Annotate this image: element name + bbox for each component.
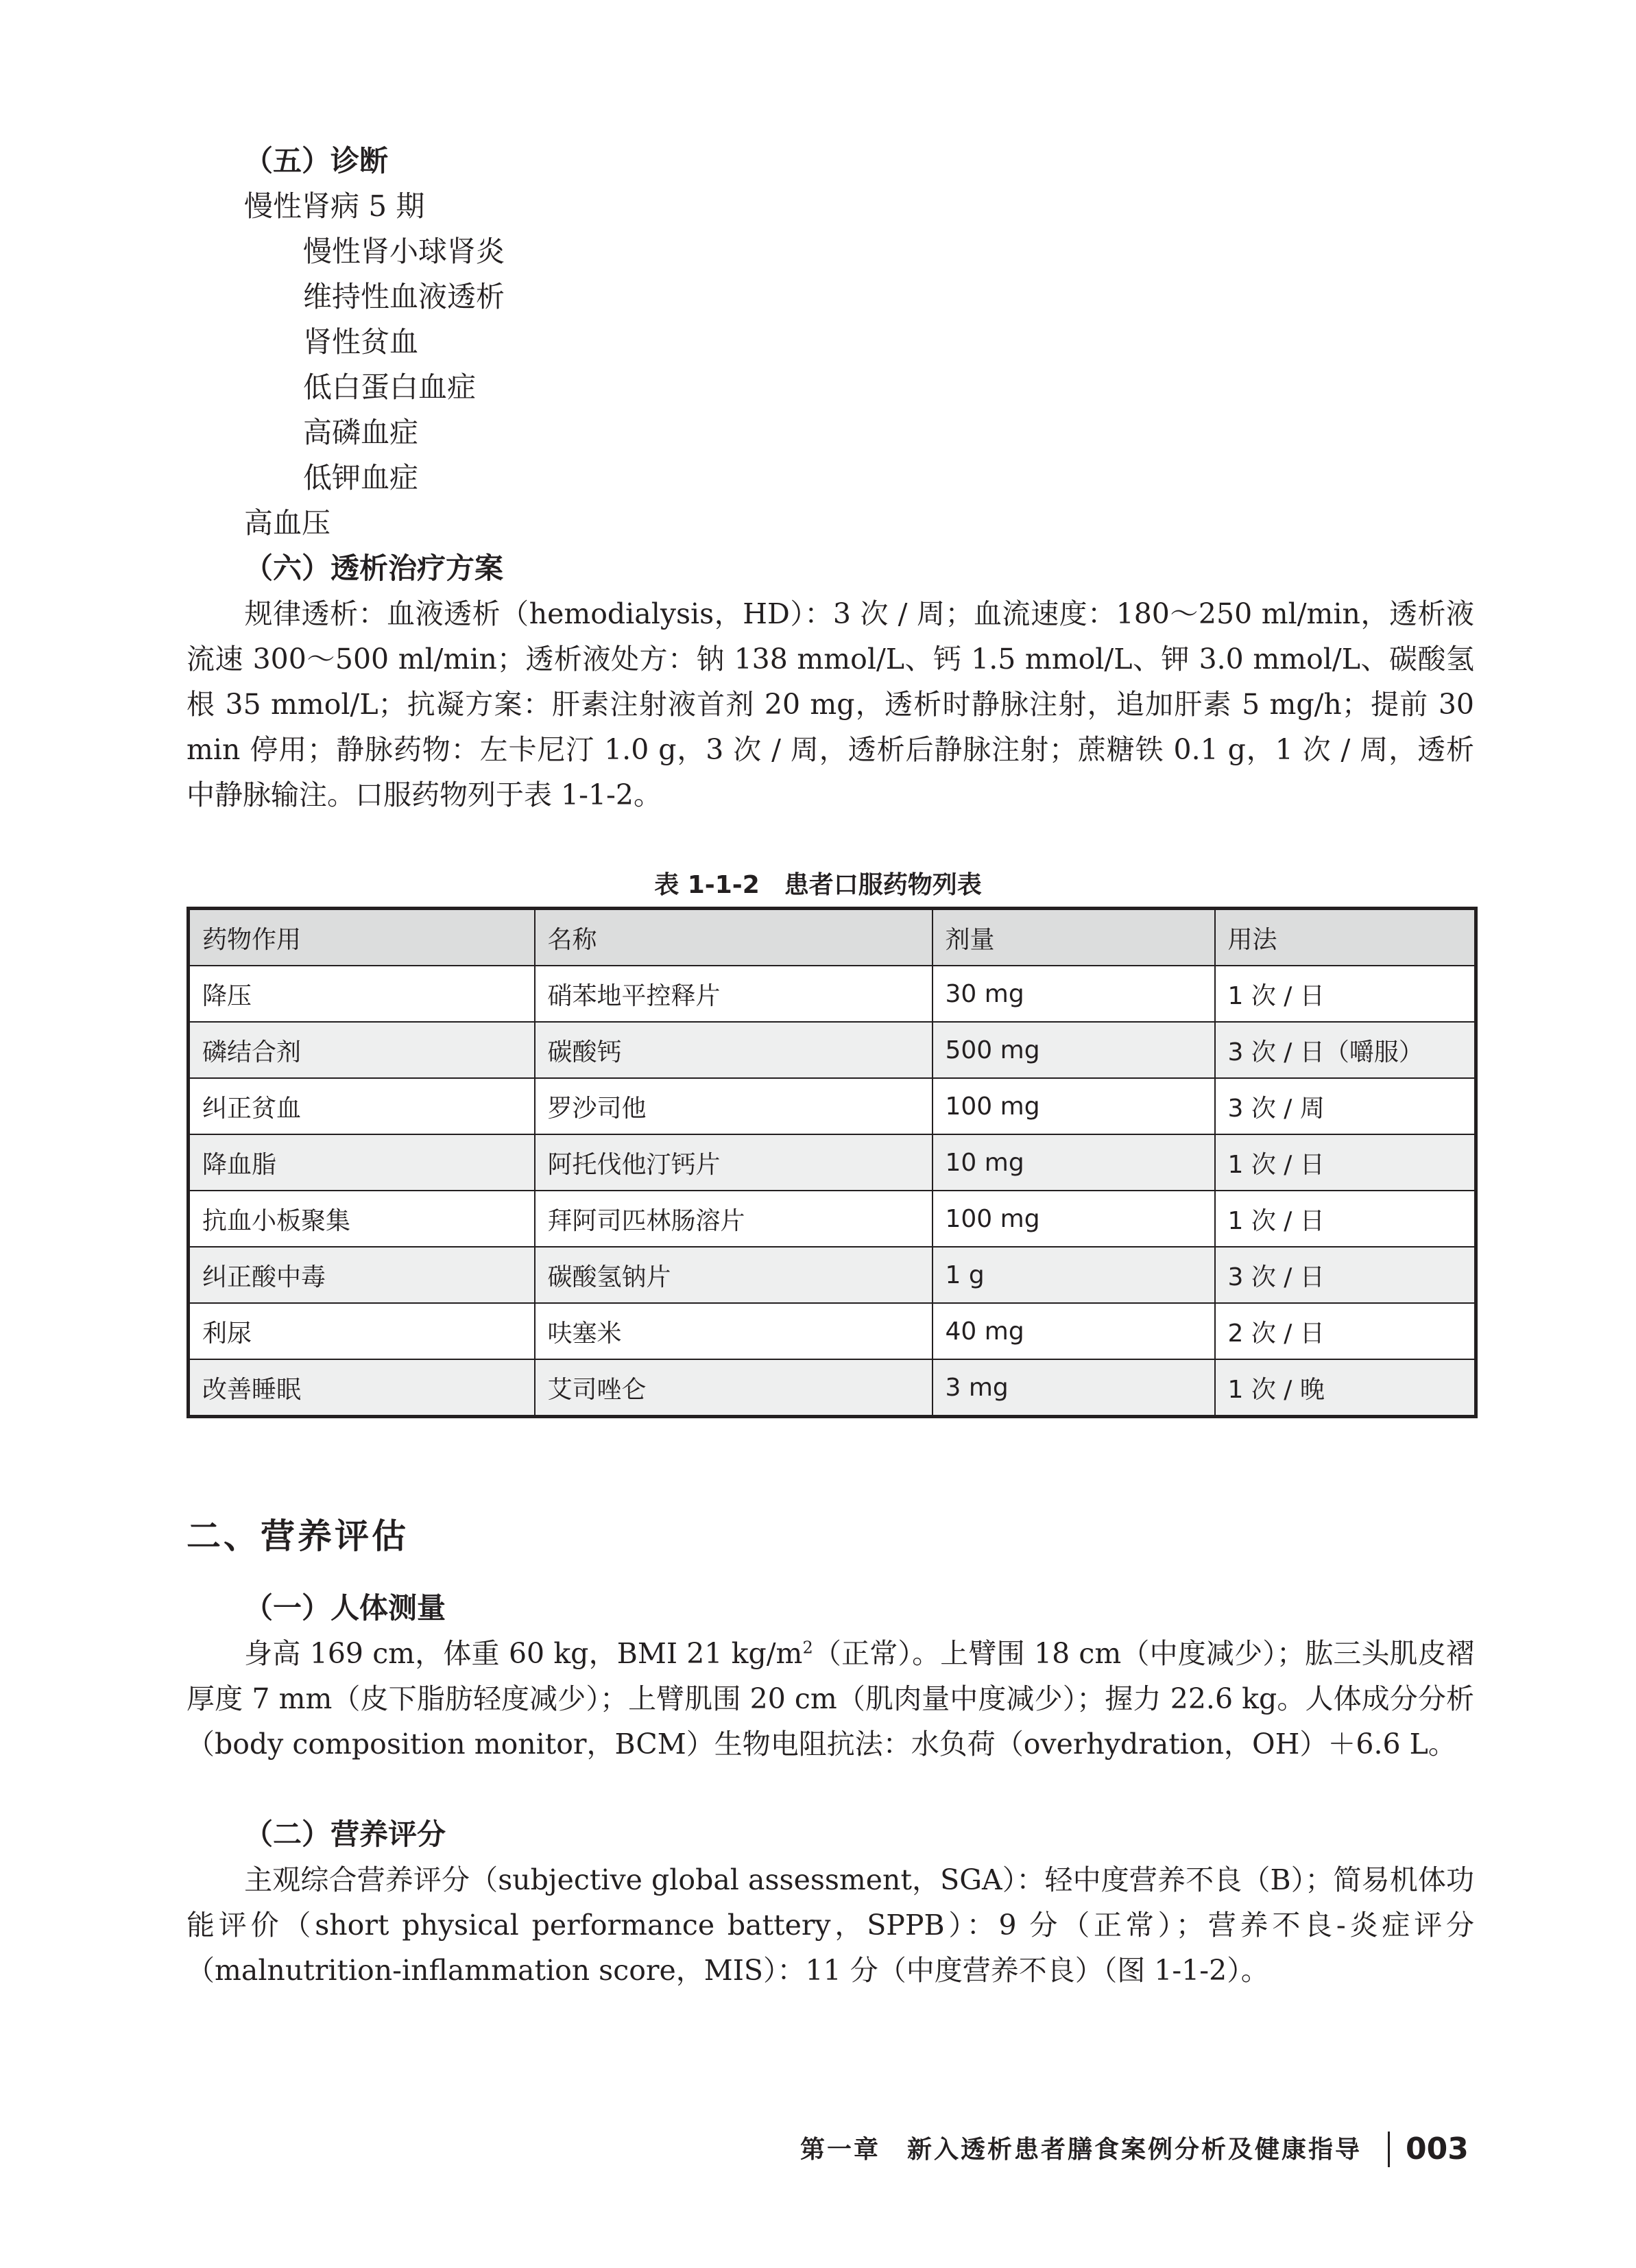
cell-dose: 3 mg bbox=[933, 1359, 1215, 1417]
oral-medication-table bbox=[187, 907, 1478, 1418]
column-header: 药物作用 bbox=[189, 909, 535, 966]
cell-dose: 100 mg bbox=[933, 1078, 1215, 1134]
column-header: 剂量 bbox=[933, 909, 1215, 966]
anthropometry-text-part2: （正常）。上臂围 18 cm（中度减少）；肱三头肌皮褶厚度 7 mm（皮下脂肪轻度减少）；上臂肌围 20 cm（肌肉量中度减少）；握力 22.6 kg。人体成分分析（body composition monitor，BCM）生物电阻抗法：水负荷（overhydration，OH）＋6.6 L。 bbox=[187, 1637, 1475, 1760]
footer-divider bbox=[1388, 2132, 1390, 2167]
cell-usage: 1 次 / 日 bbox=[1215, 1191, 1476, 1247]
cell-usage: 3 次 / 日（嚼服） bbox=[1215, 1022, 1476, 1078]
table-row bbox=[189, 1191, 1476, 1247]
cell-effect: 降血脂 bbox=[189, 1134, 535, 1191]
page-number: 003 bbox=[1406, 2132, 1469, 2166]
cell-drug: 阿托伐他汀钙片 bbox=[535, 1134, 933, 1191]
table-header-row bbox=[189, 909, 1476, 966]
table-row bbox=[189, 1022, 1476, 1078]
column-header: 名称 bbox=[535, 909, 933, 966]
section-heading-anthropometry: （一）人体测量 bbox=[244, 1591, 446, 1625]
cell-effect: 纠正贫血 bbox=[189, 1078, 535, 1134]
cell-dose: 100 mg bbox=[933, 1191, 1215, 1247]
section-heading-diagnosis: （五）诊断 bbox=[244, 144, 389, 178]
dialysis-plan-paragraph bbox=[187, 591, 1474, 817]
cell-drug: 碳酸氢钠片 bbox=[535, 1247, 933, 1303]
cell-effect: 降压 bbox=[189, 966, 535, 1022]
section-heading-nutrition-score: （二）营养评分 bbox=[244, 1817, 446, 1851]
cell-effect: 改善睡眠 bbox=[189, 1359, 535, 1417]
nutrition-score-paragraph bbox=[187, 1857, 1474, 1993]
anthropometry-paragraph bbox=[187, 1631, 1474, 1767]
diagnosis-item: 高磷血症 bbox=[303, 416, 419, 449]
cell-effect: 纠正酸中毒 bbox=[189, 1247, 535, 1303]
cell-effect: 利尿 bbox=[189, 1303, 535, 1359]
anthropometry-text-part1: 身高 169 cm，体重 60 kg，BMI 21 kg/m bbox=[244, 1637, 803, 1670]
diagnosis-item: 高血压 bbox=[244, 506, 331, 540]
diagnosis-item: 慢性肾小球肾炎 bbox=[303, 235, 505, 268]
dialysis-plan-text: 规律透析：血液透析（hemodialysis，HD）：3 次 / 周；血流速度：180～250 ml/min，透析液流速 300～500 ml/min；透析液处方：钠 138 mmol/L、钙 1.5 mmol/L、钾 3.0 mmol/L、碳酸氢根 35 mmol/L；抗凝方案：肝素注射液首剂 20 mg，透析时静脉注射，追加肝素 5 mg/h；提前 30 min 停用；静脉药物：左卡尼汀 1.0 g，3 次 / 周，透析后静脉注射；蔗糖铁 0.1 g，1 次 / 周，透析中静脉输注。口服药物列于表 1-1-2。 bbox=[187, 597, 1474, 811]
cell-drug: 呋塞米 bbox=[535, 1303, 933, 1359]
cell-effect: 抗血小板聚集 bbox=[189, 1191, 535, 1247]
cell-dose: 500 mg bbox=[933, 1022, 1215, 1078]
diagnosis-item: 低钾血症 bbox=[303, 461, 419, 494]
cell-usage: 3 次 / 周 bbox=[1215, 1078, 1476, 1134]
table-row bbox=[189, 1359, 1476, 1417]
diagnosis-item: 维持性血液透析 bbox=[303, 280, 505, 313]
cell-usage: 1 次 / 日 bbox=[1215, 966, 1476, 1022]
cell-dose: 10 mg bbox=[933, 1134, 1215, 1191]
table-caption: 表 1-1-2 患者口服药物列表 bbox=[654, 871, 982, 899]
table-row bbox=[189, 1303, 1476, 1359]
nutrition-score-text: 主观综合营养评分（subjective global assessment，SGA）：轻中度营养不良（B）；简易机体功能评价（short physical performance battery，SPPB）：9 分（正常）；营养不良-炎症评分（malnutrition-inflammation score，MIS）：11 分（中度营养不良）（图 1-1-2）。 bbox=[187, 1863, 1474, 1987]
cell-dose: 1 g bbox=[933, 1247, 1215, 1303]
cell-dose: 40 mg bbox=[933, 1303, 1215, 1359]
cell-dose: 30 mg bbox=[933, 966, 1215, 1022]
column-header: 用法 bbox=[1215, 909, 1476, 966]
diagnosis-item: 低白蛋白血症 bbox=[303, 370, 477, 404]
section-heading-dialysis-plan: （六）透析治疗方案 bbox=[244, 551, 504, 585]
cell-effect: 磷结合剂 bbox=[189, 1022, 535, 1078]
diagnosis-item: 肾性贫血 bbox=[303, 325, 419, 359]
table-row bbox=[189, 966, 1476, 1022]
table-row bbox=[189, 1078, 1476, 1134]
running-footer-title: 第一章 新入透析患者膳食案例分析及健康指导 bbox=[799, 2135, 1362, 2164]
cell-usage: 3 次 / 日 bbox=[1215, 1247, 1476, 1303]
cell-drug: 碳酸钙 bbox=[535, 1022, 933, 1078]
cell-drug: 艾司唑仑 bbox=[535, 1359, 933, 1417]
diagnosis-item: 慢性肾病 5 期 bbox=[244, 189, 425, 223]
cell-usage: 1 次 / 晚 bbox=[1215, 1359, 1476, 1417]
cell-drug: 硝苯地平控释片 bbox=[535, 966, 933, 1022]
superscript-exponent: 2 bbox=[802, 1638, 813, 1658]
table-row bbox=[189, 1134, 1476, 1191]
cell-usage: 1 次 / 日 bbox=[1215, 1134, 1476, 1191]
cell-usage: 2 次 / 日 bbox=[1215, 1303, 1476, 1359]
table-row bbox=[189, 1247, 1476, 1303]
cell-drug: 罗沙司他 bbox=[535, 1078, 933, 1134]
cell-drug: 拜阿司匹林肠溶片 bbox=[535, 1191, 933, 1247]
chapter-section-heading: 二、营养评估 bbox=[187, 1516, 409, 1556]
